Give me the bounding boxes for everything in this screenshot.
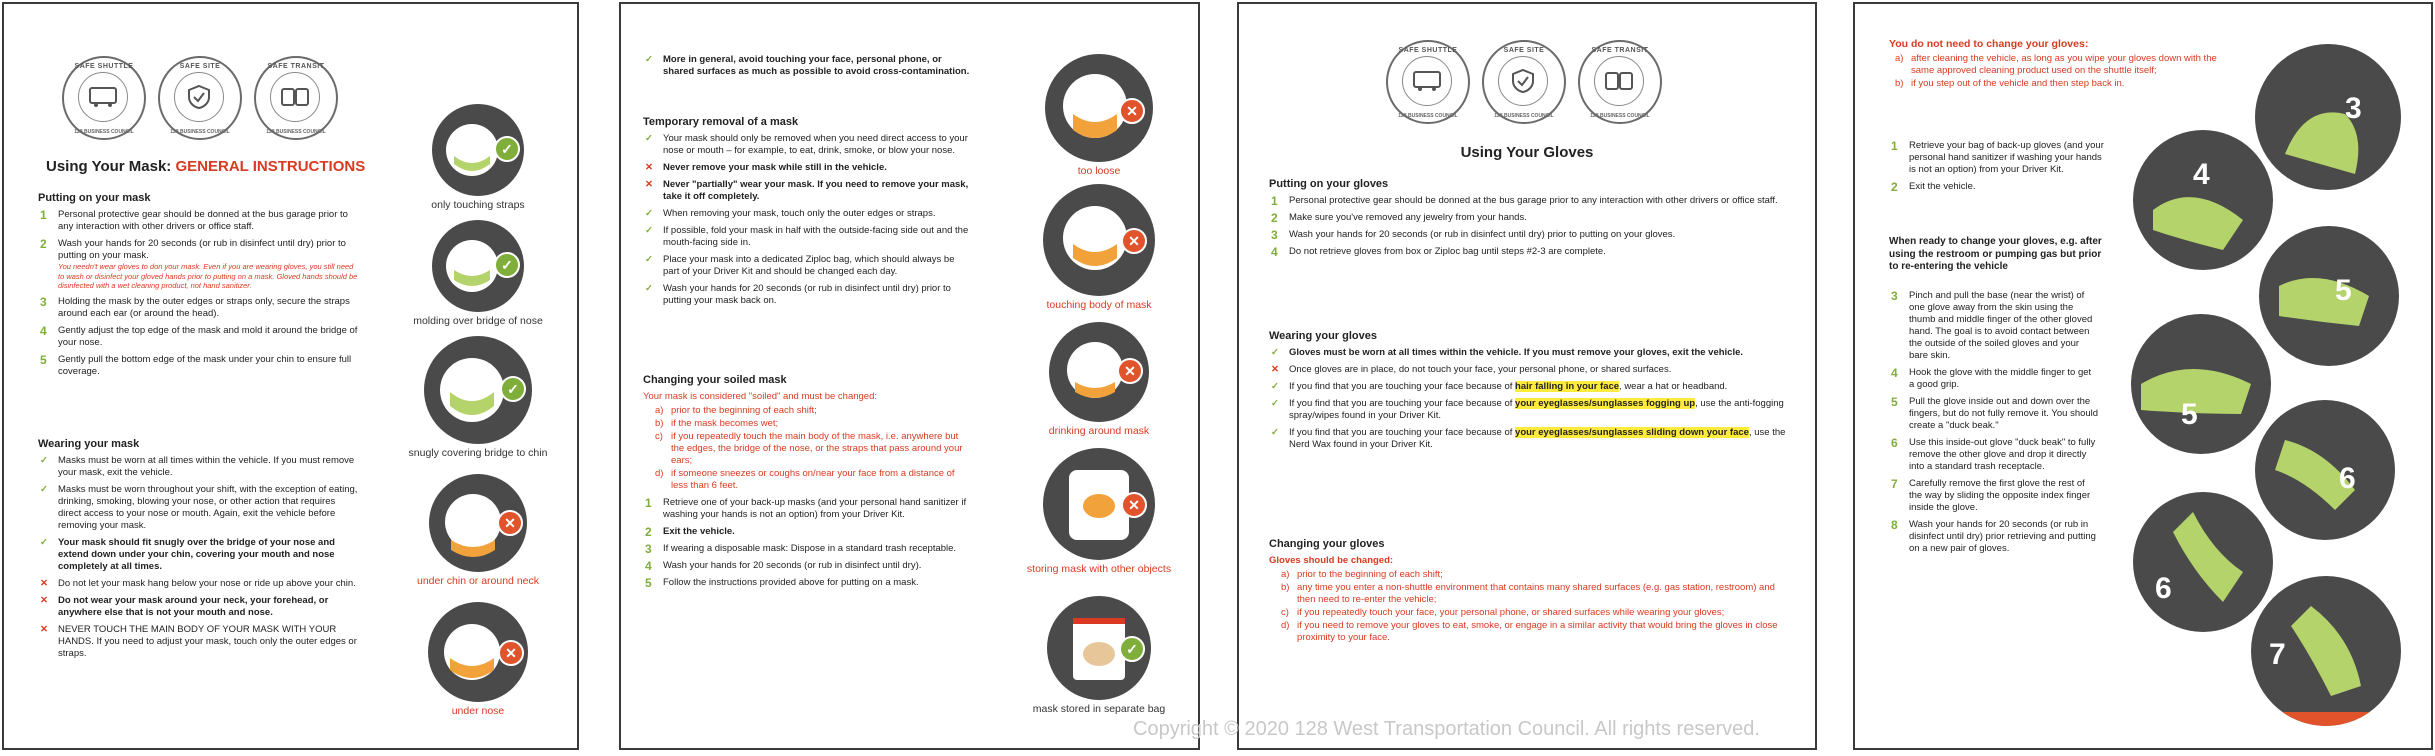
x-icon: ✕ (1117, 358, 1143, 384)
x-icon: ✕ (1119, 98, 1145, 124)
top-note (643, 54, 973, 83)
section-heading: Putting on your mask (38, 192, 151, 204)
x-icon: ✕ (1121, 492, 1147, 518)
mask-illustration (1043, 184, 1155, 296)
condition-item: b) if the mask becomes wet; (655, 418, 779, 429)
check-icon: ✓ (1271, 381, 1279, 392)
logo-row (62, 56, 338, 140)
list-item: ✕ Do not let your mask hang below your nose or ride up above your chin. (40, 578, 356, 589)
check-icon: ✓ (1271, 427, 1279, 438)
section-heading: Putting on your gloves (1269, 178, 1389, 190)
list-item: ✓ More in general, avoid touching your face, personal phone, or shared surfaces as much as possible to avoid cross-contamination. (645, 54, 970, 77)
figure-molding-nose: ✓ molding over bridge of nose (388, 220, 568, 327)
list-item: 4 Hook the glove with the middle finger to get a good grip. (1891, 366, 2092, 390)
list-item: ✓ Masks must be worn throughout your shift, with the exception of eating, drinking, smoking, blowing your nose, or other action that requires direct access to your nose or mouth. Again, exit the vehicle before removing your mask. (40, 484, 358, 531)
bag-illustration (1043, 448, 1155, 560)
condition-item: d) if someone sneezes or coughs on/near your face from a distance of less than 6 feet. (655, 468, 955, 491)
steps-change (1889, 290, 2099, 560)
section-heading: Wearing your gloves (1269, 330, 1377, 342)
figure-storing-with-objects: ✕ storing mask with other objects (1009, 448, 1189, 575)
check-icon: ✓ (1271, 398, 1279, 409)
putting-gloves-section (1269, 178, 1789, 263)
list-item: 4 Wash your hands for 20 seconds (or rub in disinfect until dry). (645, 559, 922, 573)
figure-only-touching-straps: ✓ only touching straps (388, 104, 568, 211)
x-icon: ✕ (645, 162, 653, 173)
list-item: ✓ Gloves must be worn at all times within the vehicle. If you must remove your gloves, exit the vehicle. (1271, 347, 1744, 358)
condition-item: b) if you step out of the vehicle and then step back in. (1895, 78, 2125, 89)
list-item: ✓ Your mask should fit snugly over the bridge of your nose and extend down under your chin, covering your mouth and nose completely at all times. (40, 537, 335, 572)
soiled-intro: Your mask is considered "soiled" and must be changed: (643, 391, 878, 402)
list-item: 5 Follow the instructions provided above for putting on a mask. (645, 576, 919, 590)
check-icon: ✓ (1119, 636, 1145, 662)
check-icon: ✓ (645, 254, 653, 265)
x-icon: ✕ (497, 510, 523, 536)
glove-step-circle: 4 (2133, 130, 2273, 270)
check-icon: ✓ (500, 376, 526, 402)
mask-illustration (1049, 322, 1149, 422)
glove-step-circle: 5 (2259, 226, 2399, 366)
list-item: 1 Retrieve one of your back-up masks (and your personal hand sanitizer if washing your hands is not an option) from your Driver Kit. (645, 496, 967, 520)
glove-step-circle: 3 (2255, 44, 2401, 190)
list-item: 1 Personal protective gear should be donned at the bus garage prior to any interaction with other drivers or office staff. (1271, 194, 1778, 208)
check-icon: ✓ (1271, 347, 1279, 358)
mask-illustration (424, 336, 532, 444)
list-item: ✕ Never "partially" wear your mask. If you need to remove your mask, take it off completely. (645, 179, 969, 202)
check-icon: ✓ (494, 136, 520, 162)
ready-heading: When ready to change your gloves, e.g. after using the restroom or pumping gas but prior to re-entering the vehicle (1889, 236, 2102, 272)
figure-under-nose: ✕ under nose (388, 602, 568, 717)
mask-illustration (428, 602, 528, 702)
condition-item: c) if you repeatedly touch your face, your personal phone, or shared surfaces while wearing your gloves; (1281, 607, 1725, 618)
condition-item: c) if you repeatedly touch the main body of the mask, i.e. anywhere but the edges, the bridge of the nose, or the straps that pass around your ears; (655, 431, 963, 466)
page-changing-gloves (1853, 2, 2433, 750)
not-need-heading: You do not need to change your gloves: (1889, 38, 2089, 50)
bag-illustration (1047, 596, 1151, 700)
x-icon: ✕ (498, 640, 524, 666)
safe-site-logo: SAFE SITE 128 BUSINESS COUNCIL (158, 56, 242, 140)
list-item: 2 Make sure you've removed any jewelry from your hands. (1271, 211, 1527, 225)
page-title: Using Your Gloves (1460, 144, 1594, 161)
safe-shuttle-logo: SAFE SHUTTLE 128 BUSINESS COUNCIL (1386, 40, 1470, 124)
figure-snugly-covering: ✓ snugly covering bridge to chin (388, 336, 568, 459)
page-gloves (1237, 2, 1817, 750)
list-item: 2 Exit the vehicle. (645, 525, 735, 539)
x-icon: ✕ (40, 578, 48, 589)
changing-intro: Gloves should be changed: (1269, 555, 1394, 566)
check-icon: ✓ (40, 455, 48, 466)
list-item: 4 Do not retrieve gloves from box or Ziploc bag until steps #2-3 are complete. (1271, 245, 1606, 259)
check-icon: ✓ (645, 208, 653, 219)
list-item: 2 Wash your hands for 20 seconds (or rub in disinfect until dry) prior to putting on your mask. You needn't wear gloves to don your mask. Even if you are wearing gloves, you still need to wash or disinfect your gloved hands prior to putting on a mask. Gloved hands should be disinfected with a wet cleaning product, not hand sanitizer. (40, 237, 358, 290)
list-item: ✓ Wash your hands for 20 seconds (or rub in disinfect until dry) prior to putting your mask back on. (645, 283, 951, 306)
check-icon: ✓ (494, 252, 520, 278)
list-item: ✓ If you find that you are touching your face because of your eyeglasses/sunglasses fogging up, use the anti-fogging spray/wipes found in your Driver Kit. (1271, 398, 1784, 421)
list-item: 4 Gently adjust the top edge of the mask and mold it around the bridge of your nose. (40, 323, 358, 348)
mask-illustration (432, 104, 524, 196)
safe-transit-logo: SAFE TRANSIT 128 BUSINESS COUNCIL (254, 56, 338, 140)
condition-item: d) if you need to remove your gloves to eat, smoke, or engage in a similar activity that would bring the gloves in close proximity to your face. (1281, 620, 1778, 643)
list-item: 3 If wearing a disposable mask: Dispose in a standard trash receptable. (645, 542, 957, 556)
temp-removal-section (643, 116, 973, 312)
changing-soiled-section (643, 374, 973, 594)
section-heading: Changing your soiled mask (643, 374, 787, 386)
glove-step-circle: 7 (2251, 576, 2401, 726)
list-item: 7 Carefully remove the first glove the rest of the way by sliding the opposite index finger inside the glove. (1891, 477, 2091, 513)
changing-gloves-section (1269, 538, 1789, 645)
list-item: 1 Retrieve your bag of back-up gloves (and your personal hand sanitizer if washing your hands is not an option) from your Driver Kit. (1891, 139, 2104, 175)
list-item: 3 Wash your hands for 20 seconds (or rub in disinfect until dry) prior to putting on your gloves. (1271, 228, 1676, 242)
condition-item: a) prior to the beginning of each shift; (1281, 569, 1443, 580)
list-item: 3 Holding the mask by the outer edges or straps only, secure the straps around each ear (or around the head). (40, 294, 350, 319)
page-mask-removal (619, 2, 1200, 750)
wearing-section (38, 438, 358, 665)
list-item: ✕ Never remove your mask while still in the vehicle. (645, 162, 887, 173)
check-icon: ✓ (40, 484, 48, 495)
wearing-gloves-section (1269, 330, 1789, 456)
list-item: 5 Pull the glove inside out and down over the fingers, but do not fully remove it. You should create a "duck beak." (1891, 395, 2099, 431)
figure-touching-body: ✕ touching body of mask (1009, 184, 1189, 311)
not-need-section (1889, 38, 2219, 91)
list-item: ✓ If you find that you are touching your face because of your eyeglasses/sunglasses sliding down your face, use the Nerd Wax found in your Driver Kit. (1271, 427, 1786, 450)
putting-on-section (38, 192, 358, 383)
glove-step-circle: 5 (2131, 314, 2271, 454)
list-item: ✓ Place your mask into a dedicated Ziploc bag, which should always be part of your Driver Kit and should be changed each day. (645, 254, 955, 277)
page-mask-general (2, 2, 579, 750)
list-item: 2 Exit the vehicle. (1891, 180, 1976, 194)
figure-under-chin: ✕ under chin or around neck (388, 474, 568, 587)
list-item: ✓ When removing your mask, touch only the outer edges or straps. (645, 208, 936, 219)
copyright-watermark: Copyright © 2020 128 West Transportation Council. All rights reserved. (1133, 718, 1760, 740)
list-item: 3 Pinch and pull the base (near the wrist) of one glove away from the skin using the thumb and middle finger of the other gloved hand. The goal is to avoid contact between the outside of the soiled gloves and your bare skin. (1891, 289, 2093, 361)
mask-illustration (432, 220, 524, 312)
section-heading: Temporary removal of a mask (643, 116, 799, 128)
figure-drinking: ✕ drinking around mask (1009, 322, 1189, 437)
list-item: ✓ Your mask should only be removed when you need direct access to your nose or mouth – for example, to eat, drink, smoke, or blow your nose. (645, 133, 968, 156)
x-icon: ✕ (645, 179, 653, 190)
list-item: ✓ If you find that you are touching your face because of hair falling in your face, wear a hat or headband. (1271, 381, 1728, 392)
list-item: 1 Personal protective gear should be donned at the bus garage prior to any interaction with other drivers or office staff. (40, 208, 348, 232)
condition-item: a) prior to the beginning of each shift; (655, 405, 817, 416)
section-heading: Wearing your mask (38, 438, 140, 450)
list-item: ✓ If possible, fold your mask in half with the outside-facing side out and the mouth-facing side in. (645, 225, 969, 248)
x-icon: ✕ (40, 624, 48, 635)
list-item: 8 Wash your hands for 20 seconds (or rub in disinfect until dry) prior retrieving and putting on a new pair of gloves. (1891, 518, 2096, 554)
figure-too-loose: ✕ too loose (1009, 54, 1189, 177)
safe-site-logo: SAFE SITE 128 BUSINESS COUNCIL (1482, 40, 1566, 124)
section-heading: Changing your gloves (1269, 538, 1385, 550)
check-icon: ✓ (40, 537, 48, 548)
x-icon: ✕ (1271, 364, 1279, 375)
check-icon: ✓ (645, 283, 653, 294)
steps-before (1889, 140, 2109, 198)
safe-shuttle-logo: SAFE SHUTTLE 128 BUSINESS COUNCIL (62, 56, 146, 140)
list-item: ✕ Do not wear your mask around your neck, your forehead, or anywhere else that is not your mouth and nose. (40, 595, 329, 618)
list-item: ✓ Masks must be worn at all times within the vehicle. If you must remove your mask, exit the vehicle. (40, 455, 355, 478)
list-item: 5 Gently pull the bottom edge of the mask under your chin to ensure full coverage. (40, 352, 352, 377)
figure-separate-bag: ✓ mask stored in separate bag (1009, 596, 1189, 715)
list-item: ✕ NEVER TOUCH THE MAIN BODY OF YOUR MASK WITH YOUR HANDS. If you need to adjust your mask, touch only the outer edges or straps. (40, 624, 357, 659)
condition-item: b) any time you enter a non-shuttle environment that contains many shared surfaces (e.g. gas station, restroom) and then need to re-enter the vehicle; (1281, 582, 1775, 605)
x-icon: ✕ (1121, 228, 1147, 254)
check-icon: ✓ (645, 133, 653, 144)
list-item: ✕ Once gloves are in place, do not touch your face, your personal phone, or shared surfaces. (1271, 364, 1672, 375)
check-icon: ✓ (645, 54, 653, 65)
glove-step-circle: 6 (2255, 400, 2395, 540)
mask-illustration (429, 474, 527, 572)
logo-row (1386, 40, 1662, 124)
glove-step-circle: 6 (2133, 492, 2273, 632)
list-item: 6 Use this inside-out glove "duck beak" to fully remove the other glove and drop it directly into a standard trash receptacle. (1891, 436, 2096, 472)
safe-transit-logo: SAFE TRANSIT 128 BUSINESS COUNCIL (1578, 40, 1662, 124)
condition-item: a) after cleaning the vehicle, as long as you wipe your gloves down with the same approved cleaning product used on the shuttle itself; (1895, 53, 2217, 76)
x-icon: ✕ (40, 595, 48, 606)
check-icon: ✓ (645, 225, 653, 236)
mask-illustration (1045, 54, 1153, 162)
page-title: Using Your Mask: GENERAL INSTRUCTIONS (46, 158, 366, 175)
